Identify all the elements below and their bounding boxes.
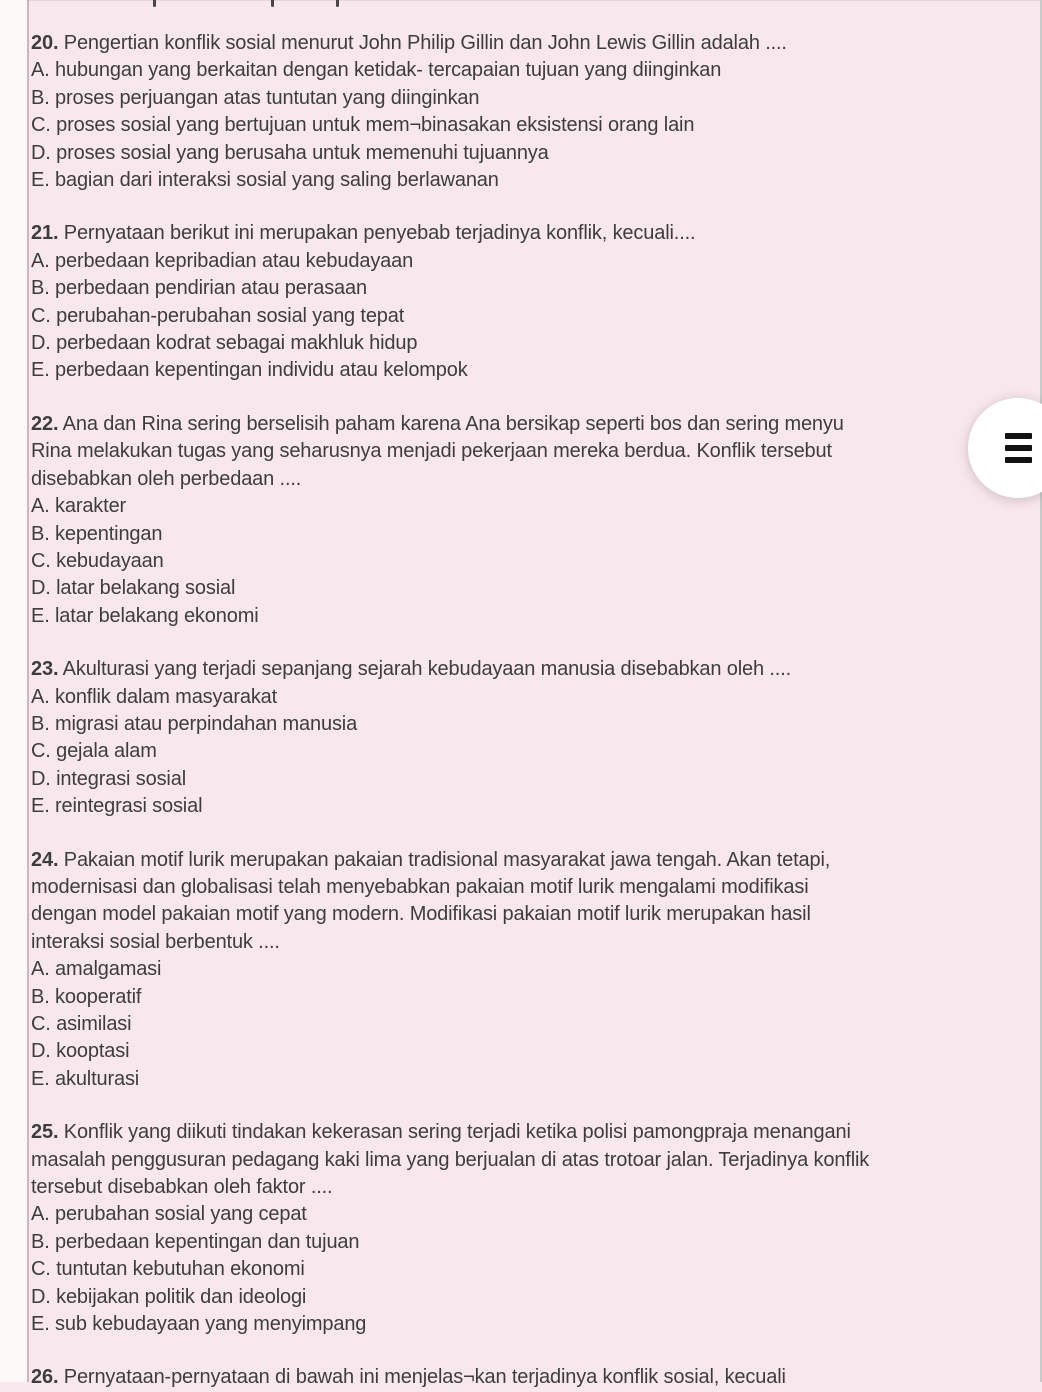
answer-option: E. bagian dari interaksi sosial yang saling berlawanan: [31, 169, 499, 192]
question-head-line: modernisasi dan globalisasi telah menyebabkan pakaian motif lurik mengalami modifikasi: [31, 875, 809, 898]
question-block: [31, 847, 1036, 1094]
answer-option: C. tuntutan kebutuhan ekonomi: [31, 1258, 305, 1281]
answer-option: B. perbedaan pendirian atau perasaan: [31, 277, 367, 300]
question-options: [31, 684, 1036, 821]
answer-option: B. kooperatif: [31, 985, 142, 1008]
question-head: [31, 1364, 1036, 1391]
answer-option: E. sub kebudayaan yang menyimpang: [31, 1313, 367, 1336]
answer-option: D. proses sosial yang berusaha untuk memenuhi tujuannya: [31, 141, 549, 164]
cut-text-fragment: [153, 0, 156, 7]
question-head-line: 26. Pernyataan-pernyataan di bawah ini menjelas¬kan terjadinya konflik sosial, kecuali: [31, 1366, 786, 1389]
answer-option: C. perubahan-perubahan sosial yang tepat: [31, 304, 405, 327]
answer-option: D. kooptasi: [31, 1040, 130, 1063]
question-head: [31, 220, 1036, 247]
question-number: 21.: [31, 222, 59, 245]
question-head: [31, 656, 1036, 683]
hamburger-bar: [1005, 433, 1032, 439]
question-block: [31, 1119, 1036, 1338]
question-options: [31, 1201, 1036, 1338]
question-head-line: 24. Pakaian motif lurik merupakan pakaian tradisional masyarakat jawa tengah. Akan tetapi,: [31, 848, 831, 871]
question-block: [31, 656, 1036, 820]
answer-option: B. proses perjuangan atas tuntutan yang diinginkan: [31, 86, 480, 109]
question-head-line: 20. Pengertian konflik sosial menurut John Philip Gillin dan John Lewis Gillin adalah ....: [31, 32, 787, 54]
answer-option: D. latar belakang sosial: [31, 577, 236, 600]
question-options: [31, 57, 1036, 194]
answer-option: E. akulturasi: [31, 1067, 140, 1090]
answer-option: A. hubungan yang berkaitan dengan ketidak- tercapaian tujuan yang diinginkan: [31, 59, 722, 82]
question-head-line: 25. Konflik yang diikuti tindakan kekerasan sering terjadi ketika polisi pamongpraja menangani: [31, 1121, 851, 1144]
question-number: 25.: [31, 1121, 59, 1144]
question-head-line: masalah penggusuran pedagang kaki lima yang berjualan di atas trotoar jalan. Terjadinya konflik: [31, 1148, 870, 1171]
top-hairline: [27, 0, 1042, 1]
question-head-line: 21. Pernyataan berikut ini merupakan penyebab terjadinya konflik, kecuali....: [31, 222, 696, 245]
question-head-line: tersebut disebabkan oleh faktor ....: [31, 1176, 333, 1199]
question-number: 26.: [31, 1366, 59, 1389]
hamburger-bar: [1005, 457, 1032, 463]
question-head-line: interaksi sosial berbentuk ....: [31, 930, 280, 953]
answer-option: E. latar belakang ekonomi: [31, 604, 259, 627]
hamburger-bar: [1005, 445, 1032, 451]
question-block: [31, 411, 1036, 630]
question-block: [31, 30, 1036, 194]
question-options: [31, 956, 1036, 1093]
left-gutter: [0, 0, 29, 1382]
answer-option: A. amalgamasi: [31, 958, 162, 981]
answer-option: D. kebijakan politik dan ideologi: [31, 1285, 307, 1308]
question-head: [31, 847, 1036, 957]
answer-option: C. gejala alam: [31, 740, 157, 763]
hamburger-menu-icon: [1005, 433, 1032, 463]
question-block: [31, 1364, 1036, 1391]
answer-option: C. asimilasi: [31, 1013, 132, 1035]
question-head: [31, 1119, 1036, 1201]
question-head-line: 22. Ana dan Rina sering berselisih paham karena Ana bersikap seperti bos dan sering menyu: [31, 412, 844, 435]
answer-option: B. kepentingan: [31, 522, 163, 545]
answer-option: B. migrasi atau perpindahan manusia: [31, 712, 358, 735]
question-head: [31, 30, 1036, 57]
answer-option: A. konflik dalam masyarakat: [31, 685, 278, 708]
question-head: [31, 411, 1036, 493]
question-head-line: Rina melakukan tugas yang seharusnya menjadi pekerjaan mereka berdua. Konflik tersebut: [31, 440, 832, 463]
question-number: 22.: [31, 412, 59, 435]
answer-option: E. reintegrasi sosial: [31, 795, 203, 818]
question-options: [31, 248, 1036, 385]
question-head-line: 23. Akulturasi yang terjadi sepanjang sejarah kebudayaan manusia disebabkan oleh ....: [31, 658, 792, 681]
answer-option: C. proses sosial yang bertujuan untuk mem¬binasakan eksistensi orang lain: [31, 114, 695, 137]
answer-option: D. integrasi sosial: [31, 767, 186, 790]
answer-option: C. kebudayaan: [31, 549, 164, 572]
answer-option: A. perubahan sosial yang cepat: [31, 1203, 307, 1226]
answer-option: E. perbedaan kepentingan individu atau kelompok: [31, 359, 468, 382]
question-options: [31, 493, 1036, 630]
answer-option: D. perbedaan kodrat sebagai makhluk hidup: [31, 332, 418, 355]
question-head-line: disebabkan oleh perbedaan ....: [31, 467, 302, 490]
question-block: [31, 220, 1036, 384]
answer-option: A. karakter: [31, 495, 127, 518]
answer-option: B. perbedaan kepentingan dan tujuan: [31, 1230, 360, 1253]
document-page: [29, 0, 1042, 1389]
cut-text-fragment: [336, 0, 339, 7]
question-head-line: dengan model pakaian motif yang modern. Modifikasi pakaian motif lurik merupakan hasil: [31, 903, 811, 926]
question-number: 20.: [31, 32, 59, 54]
question-number: 24.: [31, 848, 59, 871]
question-number: 23.: [31, 658, 59, 681]
cut-text-fragment: [271, 0, 274, 7]
answer-option: A. perbedaan kepribadian atau kebudayaan: [31, 249, 414, 272]
